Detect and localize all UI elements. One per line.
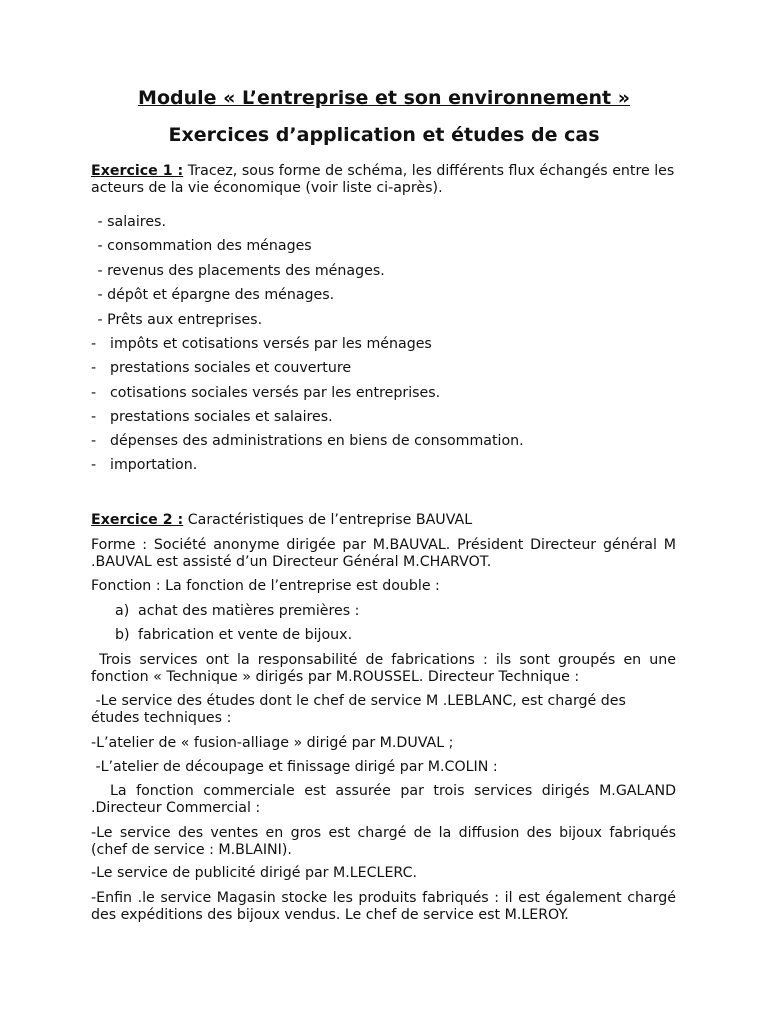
list-item: dépenses des administrations en biens de consommation. — [110, 433, 524, 449]
list-dash: - — [91, 385, 97, 401]
exercise-1-label: Exercice 1 : — [91, 163, 184, 179]
exercise-2-label: Exercice 2 : — [91, 512, 184, 528]
list-item: - revenus des placements des ménages. — [93, 263, 385, 279]
list-item: - dépôt et épargne des ménages. — [93, 287, 335, 303]
list-dash: - — [91, 409, 97, 425]
list-item: - consommation des ménages — [93, 238, 312, 254]
paragraph-forme: Forme : Société anonyme dirigée par M.BAUVAL. Président Directeur général M .BAUVAL est assisté d’un Directeur Général M.CHARVOT. — [91, 537, 676, 570]
paragraph-fonction-commerciale: La fonction commerciale est assurée par trois services dirigés M.GALAND .Directeur Commercial : — [91, 783, 681, 816]
list-item: impôts et cotisations versés par les ménages — [110, 336, 432, 352]
paragraph-service-publicite: -Le service de publicité dirigé par M.LECLERC. — [91, 865, 417, 881]
list-item: prestations sociales et salaires. — [110, 409, 333, 425]
list-dash: - — [91, 336, 97, 352]
sub-item-text: achat des matières premières : — [138, 603, 360, 619]
paragraph-fonction: Fonction : La fonction de l’entreprise est double : — [91, 578, 440, 594]
exercise-2-heading — [91, 512, 676, 529]
sub-item-text: fabrication et vente de bijoux. — [138, 627, 353, 643]
paragraph-atelier-fusion: -L’atelier de « fusion-alliage » dirigé par M.DUVAL ; — [91, 735, 454, 751]
paragraph-service-etudes: -Le service des études dont le chef de service M .LEBLANC, est chargé des études techniques : — [91, 693, 631, 726]
list-dash: - — [91, 457, 97, 473]
paragraph-atelier-decoupage: -L’atelier de découpage et finissage dirigé par M.COLIN : — [91, 759, 498, 775]
exercise-1-text: Tracez, sous forme de schéma, les différents flux échangés entre les acteurs de la vie économique (voir liste ci-après). — [91, 163, 675, 196]
document-subtitle: Exercices d’application et études de cas — [168, 124, 600, 146]
exercise-2-intro: Caractéristiques de l’entreprise BAUVAL — [183, 512, 473, 528]
paragraph-service-ventes: -Le service des ventes en gros est chargé de la diffusion des bijoux fabriqués (chef de service : M.BLAINI). — [91, 825, 676, 858]
list-dash: - — [91, 360, 97, 376]
list-item: - Prêts aux entreprises. — [93, 312, 263, 328]
list-item: cotisations sociales versés par les entreprises. — [110, 385, 441, 401]
list-dash: - — [91, 433, 97, 449]
list-item: prestations sociales et couverture — [110, 360, 352, 376]
exercise-1-statement — [91, 163, 676, 197]
sub-item-marker: b) — [115, 627, 130, 643]
paragraph-service-magasin: -Enfin .le service Magasin stocke les produits fabriqués : il est également chargé des expéditions des bijoux vendus. Le chef de service est M.LEROY. — [91, 890, 676, 923]
title-line-1: Module « L’entreprise et son environnement » — [138, 87, 630, 109]
document-title — [0, 87, 768, 109]
sub-item-marker: a) — [115, 603, 130, 619]
paragraph-trois-services: Trois services ont la responsabilité de fabrications : ils sont groupés en une fonction « Technique » dirigés par M.ROUSSEL. Directeur Technique : — [91, 652, 681, 685]
list-item: - salaires. — [93, 214, 166, 230]
list-item: importation. — [110, 457, 198, 473]
